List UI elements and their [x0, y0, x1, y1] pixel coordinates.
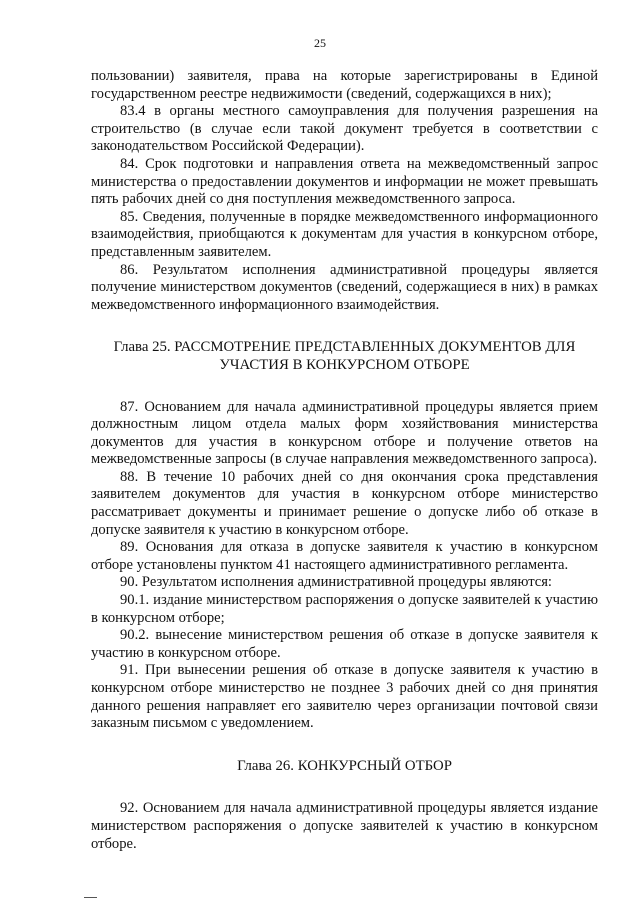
page-number: 25	[314, 36, 326, 50]
paragraph-group-mid	[91, 399, 598, 733]
paragraph-91: 91. При вынесении решения об отказе в допуске заявителя к участию в конкурсном отборе министерство не позднее 3 рабочих дней со дня принятия данного решения направляет его заявителю через организации почтовой связи заказным письмом с уведомлением.	[91, 662, 598, 732]
paragraph-92: 92. Основанием для начала административной процедуры является издание министерством распоряжения о допуске заявителей к участию в конкурсном отборе.	[91, 800, 598, 852]
paragraph-90-2: 90.2. вынесение министерством решения об отказе в допуске заявителя к участию в конкурсном отборе.	[91, 627, 598, 661]
chapter-26-heading: Глава 26. КОНКУРСНЫЙ ОТБОР	[237, 757, 452, 774]
paragraph-group-top	[91, 68, 598, 314]
paragraph-88: 88. В течение 10 рабочих дней со дня окончания срока представления заявителем документов для участия в конкурсном отборе министерство рассматривает документы и принимает решение о допуске либо об отказе в допуске заявителя к участию в конкурсном отборе.	[91, 468, 598, 538]
paragraph-85: 85. Сведения, полученные в порядке межведомственного информационного взаимодействия, приобщаются к документам для участия в конкурсном отборе, представленным заявителем.	[91, 208, 598, 260]
paragraph-83-4: 83.4 в органы местного самоуправления для получения разрешения на строительство (в случае если такой документ требуется в соответствии с законодательством Российской Федерации).	[91, 103, 598, 155]
scan-artifact-mark	[84, 897, 97, 898]
paragraph-continuation: пользовании) заявителя, права на которые зарегистрированы в Единой государственном реестре недвижимости (сведений, содержащихся в них);	[91, 68, 598, 102]
paragraph-group-bottom	[91, 800, 598, 853]
document-body	[91, 68, 598, 853]
paragraph-89: 89. Основания для отказа в допуске заявителя к участию в конкурсном отборе установлены пунктом 41 настоящего административного регламента.	[91, 539, 598, 573]
paragraph-84: 84. Срок подготовки и направления ответа на межведомственный запрос министерства о предоставлении документов и информации не может превышать пять рабочих дней со дня поступления межведомственного запроса.	[91, 155, 598, 208]
chapter-25-heading: Глава 25. РАССМОТРЕНИЕ ПРЕДСТАВЛЕННЫХ ДОКУМЕНТОВ ДЛЯ УЧАСТИЯ В КОНКУРСНОМ ОТБОРЕ	[113, 339, 576, 373]
paragraph-90-1: 90.1. издание министерством распоряжения о допуске заявителей к участию в конкурсном отборе;	[91, 592, 598, 626]
paragraph-87: 87. Основанием для начала административной процедуры является прием должностным лицом отдела малых форм хозяйствования министерства документов для участия в конкурсном отборе и получение ответов на межведомственные запросы (в случае направления межведомственного запроса).	[91, 398, 598, 468]
paragraph-90: 90. Результатом исполнения административной процедуры являются:	[120, 574, 552, 591]
paragraph-86: 86. Результатом исполнения административной процедуры является получение министерством документов (сведений, содержащиеся в них) в рамках межведомственного информационного взаимодействия.	[91, 261, 598, 313]
